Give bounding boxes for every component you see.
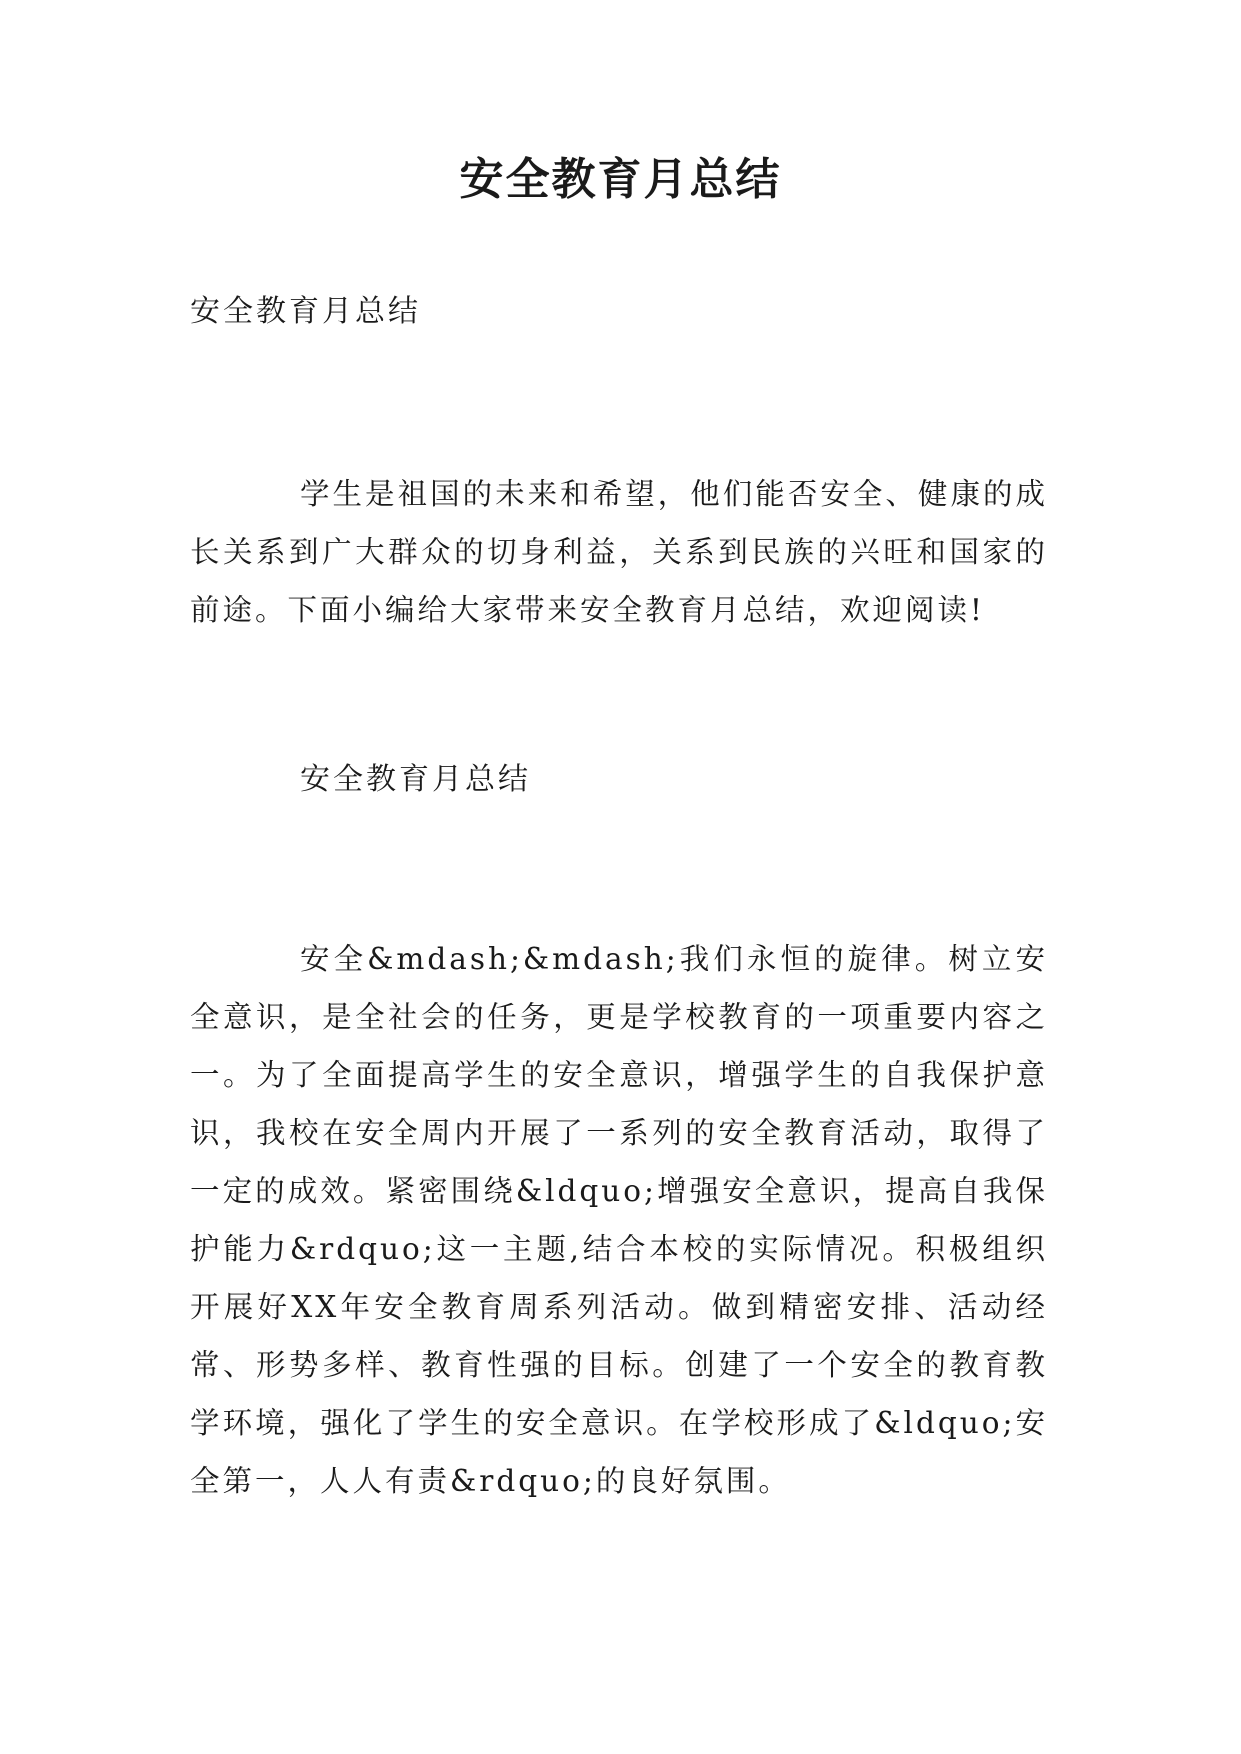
section-heading: 安全教育月总结 <box>300 762 531 797</box>
intro-paragraph: 学生是祖国的未来和希望，他们能否安全、健康的成长关系到广大群众的切身利益，关系到民族的兴旺和国家的前途。下面小编给大家带来安全教育月总结，欢迎阅读! <box>190 477 1048 627</box>
page-title: 安全教育月总结 <box>459 154 782 205</box>
document-subtitle: 安全教育月总结 <box>190 294 421 329</box>
body-paragraph: 安全&mdash;&mdash;我们永恒的旋律。树立安全意识，是全社会的任务，更是学校教育的一项重要内容之一。为了全面提高学生的安全意识，增强学生的自我保护意识，我校在安全周内开展了一系列的安全教育活动，取得了一定的成效。紧密围绕&ldquo;增强安全意识，提高自我保护能力&rdquo;这一主题,结合本校的实际情况。积极组织开展好XX年安全教育周系列活动。做到精密安排、活动经常、形势多样、教育性强的目标。创建了一个安全的教育教学环境，强化了学生的安全意识。在学校形成了&ldquo;安全第一，人人有责&rdquo;的良好氛围。 <box>190 942 1048 1498</box>
